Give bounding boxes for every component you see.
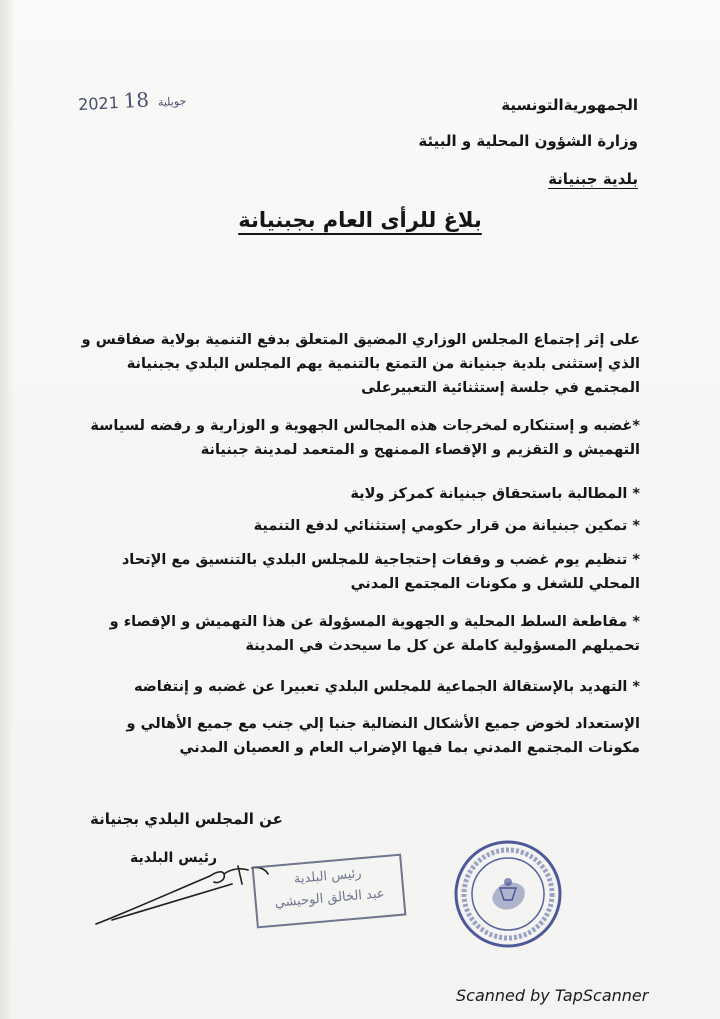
date-day: 18: [122, 87, 150, 113]
signature-organization: عن المجلس البلدي بجنيانة: [90, 810, 283, 828]
signature-stamp: [252, 854, 407, 929]
stamp-name: عبد الخالق الوحيشي: [274, 886, 386, 911]
scanner-watermark: Scanned by TapScanner: [456, 986, 649, 1005]
document-title: بلاغ للرأى العام بجبنيانة: [238, 208, 482, 232]
signature-role: رئيس البلدية: [130, 850, 218, 866]
demand-item: * التهديد بالإستقالة الجماعية للمجلس البلدي تعبيرا عن غضبه و إنتفاضه: [133, 679, 640, 695]
demand-item: الإستعداد لخوض جميع الأشكال النضالية جنبا إلي جنب مع جميع الأهالي و مكونات المجتمع المدني بما فيها الإضراب العام و العصيان المدني: [126, 716, 640, 756]
header-ministry: وزارة الشؤون المحلية و البيئة: [418, 132, 638, 150]
header-country: الجمهوريةالتونسية: [501, 96, 638, 114]
handwritten-signature: [92, 862, 272, 932]
demand-item: * مقاطعة السلط المحلية و الجهوية المسؤولة عن هذا التهميش و الإقصاء و تحميلهم المسؤولية كاملة عن كل ما سيحدث في المدينة: [109, 614, 640, 654]
intro-paragraph: على إثر إجتماع المجلس الوزاري المضيق المتعلق بدفع التنمية بولاية صفاقس و الذي إستثنى بلدية جبنيانة من التمتع بالتنمية يهم المجلس البلدي بجبنيانة المجتمع في جلسة إستثنائية التعبيرعلى: [81, 332, 640, 396]
demand-item: * تنظيم يوم غضب و وقفات إحتجاجية للمجلس البلدي بالتنسيق مع الإتحاد المحلي للشغل و مكونات المجتمع المدني: [121, 552, 640, 592]
handwritten-date: [77, 85, 198, 115]
date-year: 2021: [77, 93, 120, 115]
demand-item: * تمكين جبنيانة من قرار حكومي إستثنائي لدفع التنمية: [253, 518, 640, 534]
date-month: جويلية: [157, 94, 187, 109]
municipal-seal-icon: [452, 838, 564, 950]
stamp-title: رئيس البلدية: [293, 866, 363, 887]
header-municipality: بلدية جبنيانة: [548, 170, 638, 188]
demand-item: *غضبه و إستنكاره لمخرجات هذه المجالس الجهوية و الوزارية و رفضه لسياسة التهميش و التقزيم و الإقصاء الممنهج و المتعمد لمدينة جبنيانة: [90, 418, 640, 458]
demand-item: * المطالبة باستحقاق جبنيانة كمركز ولاية: [350, 486, 640, 502]
page-scan-edge: [0, 0, 14, 1019]
